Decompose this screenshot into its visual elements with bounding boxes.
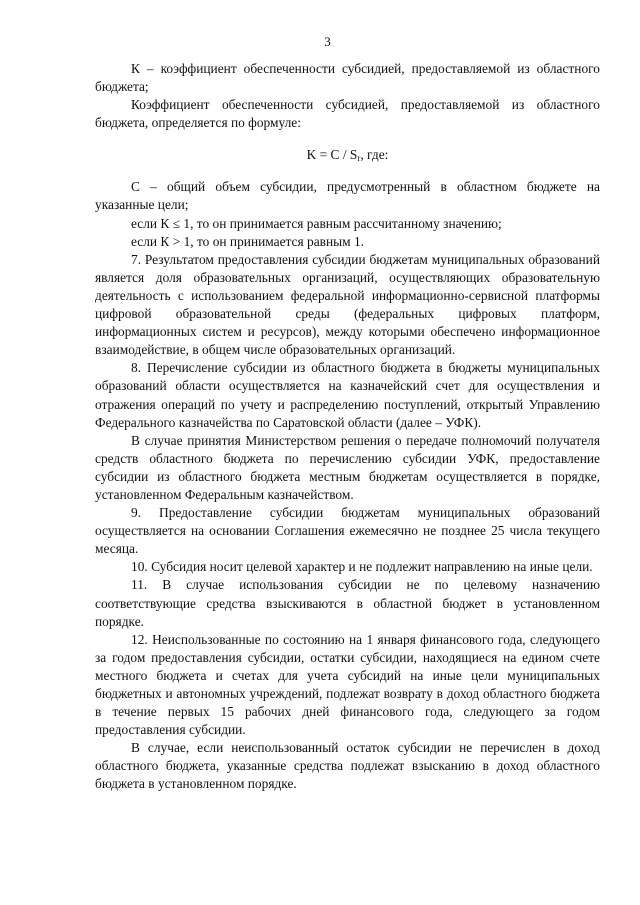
paragraph-item-9: 9. Предоставление субсидии бюджетам муниципальных образований осуществляется на основании Соглашения ежемесячно не позднее 25 числа текущего месяца. <box>95 505 600 557</box>
formula-subscript: r <box>357 153 361 164</box>
paragraph-k-gt-1: если К > 1, то он принимается равным 1. <box>131 233 364 249</box>
page-number: 3 <box>324 34 331 49</box>
paragraph-c-definition: С – общий объем субсидии, предусмотренный в областном бюджете на указанные цели; <box>95 179 600 213</box>
paragraph-k-le-1: если К ≤ 1, то он принимается равным рассчитанному значению; <box>131 215 502 231</box>
paragraph-formula-intro: Коэффициент обеспеченности субсидией, предоставляемой из областного бюджета, определяется по формуле: <box>95 97 600 131</box>
formula-rhs: , где: <box>360 147 389 163</box>
paragraph-item-12-cont: В случае, если неиспользованный остаток субсидии не перечислен в доход областного бюджета, указанные средства подлежат взысканию в доход областного бюджета в установленном порядке. <box>95 740 600 792</box>
paragraph-k-definition: К – коэффициент обеспеченности субсидией, предоставляемой из областного бюджета; <box>95 61 600 95</box>
paragraph-item-8: 8. Перечисление субсидии из областного бюджета в бюджеты муниципальных образований области осуществляется на казначейский счет для осуществления и отражения операций по учету и распределению поступлений, открытый Управлению Федерального казначейства по Саратовской области (далее – УФК). <box>95 360 600 430</box>
paragraph-item-7: 7. Результатом предоставления субсидии бюджетам муниципальных образований является доля образовательных организаций, осуществляющих образовательную деятельность с использованием федеральной информационно-сервисной платформы цифровой образовательной среды (федеральных цифровых платформ, информационных систем и ресурсов), между которыми обеспечено информационное взаимодействие, в общем числе образовательных организаций. <box>95 251 600 358</box>
paragraph-item-8-cont: В случае принятия Министерством решения о передаче полномочий получателя средств областного бюджета по перечислению субсидии УФК, предоставление субсидии из областного бюджета местным бюджетам осуществляется в порядке, установленном Федеральным казначейством. <box>95 432 600 502</box>
paragraph-item-10: 10. Субсидия носит целевой характер и не подлежит направлению на иные цели. <box>131 559 593 575</box>
formula <box>95 146 600 164</box>
paragraph-item-12: 12. Неиспользованные по состоянию на 1 января финансового года, следующего за годом предоставления субсидии, остатки субсидии, находящиеся на едином счете местного бюджета и счетах для учета субсидий на иные цели муниципальных бюджетных и автономных учреждений, подлежат возврату в доход областного бюджета в течение первых 15 рабочих дней финансового года, следующего за годом предоставления субсидии. <box>95 631 600 738</box>
paragraph-item-11: 11. В случае использования субсидии не по целевому назначению соответствующие средства взыскиваются в областной бюджет в установленном порядке. <box>95 577 600 629</box>
formula-lhs: K = C / S <box>306 147 358 163</box>
